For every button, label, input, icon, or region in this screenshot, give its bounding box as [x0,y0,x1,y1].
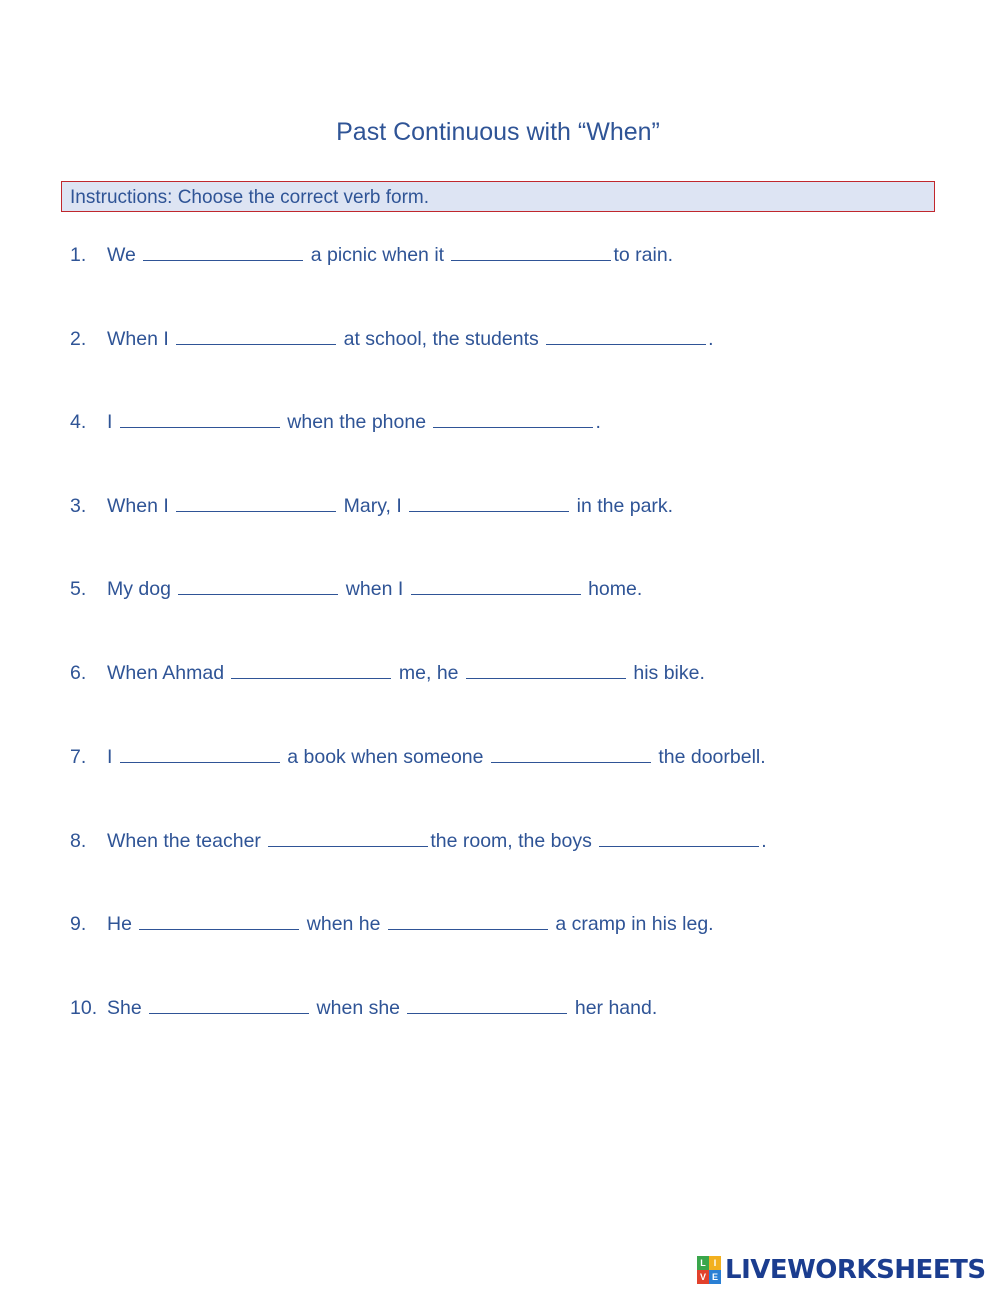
live-logo-icon [697,1256,721,1284]
answer-blank[interactable] [407,995,567,1014]
item-number: 1. [70,244,87,266]
answer-blank[interactable] [546,326,706,345]
answer-blank[interactable] [491,744,651,763]
exercise-item-6: 6. When Ahmad me, he his bike. [70,662,705,684]
answer-blank[interactable] [433,409,593,428]
answer-blank[interactable] [120,409,280,428]
answer-blank[interactable] [176,326,336,345]
instructions-box: Instructions: Choose the correct verb form. [61,181,935,212]
answer-blank[interactable] [599,828,759,847]
answer-blank[interactable] [178,576,338,595]
item-number: 6. [70,662,87,684]
answer-blank[interactable] [411,576,581,595]
answer-blank[interactable] [120,744,280,763]
item-number: 7. [70,746,87,768]
exercise-item-8: 8. When the teacher the room, the boys . [70,830,767,852]
answer-blank[interactable] [388,911,548,930]
item-number: 5. [70,578,87,600]
logo-letter: V [697,1270,709,1284]
page-title: Past Continuous with “When” [336,118,660,146]
exercise-item-10: 10. She when she her hand. [70,997,658,1019]
logo-letter: I [709,1256,721,1270]
exercise-item-3: 3. When I Mary, I in the park. [70,495,674,517]
exercise-item-4: 4. I when the phone . [70,411,601,433]
exercise-item-9: 9. He when he a cramp in his leg. [70,913,714,935]
answer-blank[interactable] [176,493,336,512]
logo-letter: L [697,1256,709,1270]
item-number: 8. [70,830,87,852]
item-number: 9. [70,913,87,935]
exercise-item-7: 7. I a book when someone the doorbell. [70,746,766,768]
item-number: 3. [70,495,87,517]
answer-blank[interactable] [149,995,309,1014]
exercise-item-1: 1. We a picnic when it to rain. [70,244,674,266]
logo-text: LIVEWORKSHEETS [725,1255,986,1285]
liveworksheets-logo [697,1254,986,1286]
item-number: 4. [70,411,87,433]
answer-blank[interactable] [466,660,626,679]
item-number: 10. [70,997,98,1019]
answer-blank[interactable] [139,911,299,930]
exercise-item-5: 5. My dog when I home. [70,578,643,600]
exercise-item-2: 2. When I at school, the students . [70,328,714,350]
answer-blank[interactable] [268,828,428,847]
answer-blank[interactable] [143,242,303,261]
logo-letter: E [709,1270,721,1284]
answer-blank[interactable] [409,493,569,512]
item-number: 2. [70,328,87,350]
answer-blank[interactable] [451,242,611,261]
answer-blank[interactable] [231,660,391,679]
